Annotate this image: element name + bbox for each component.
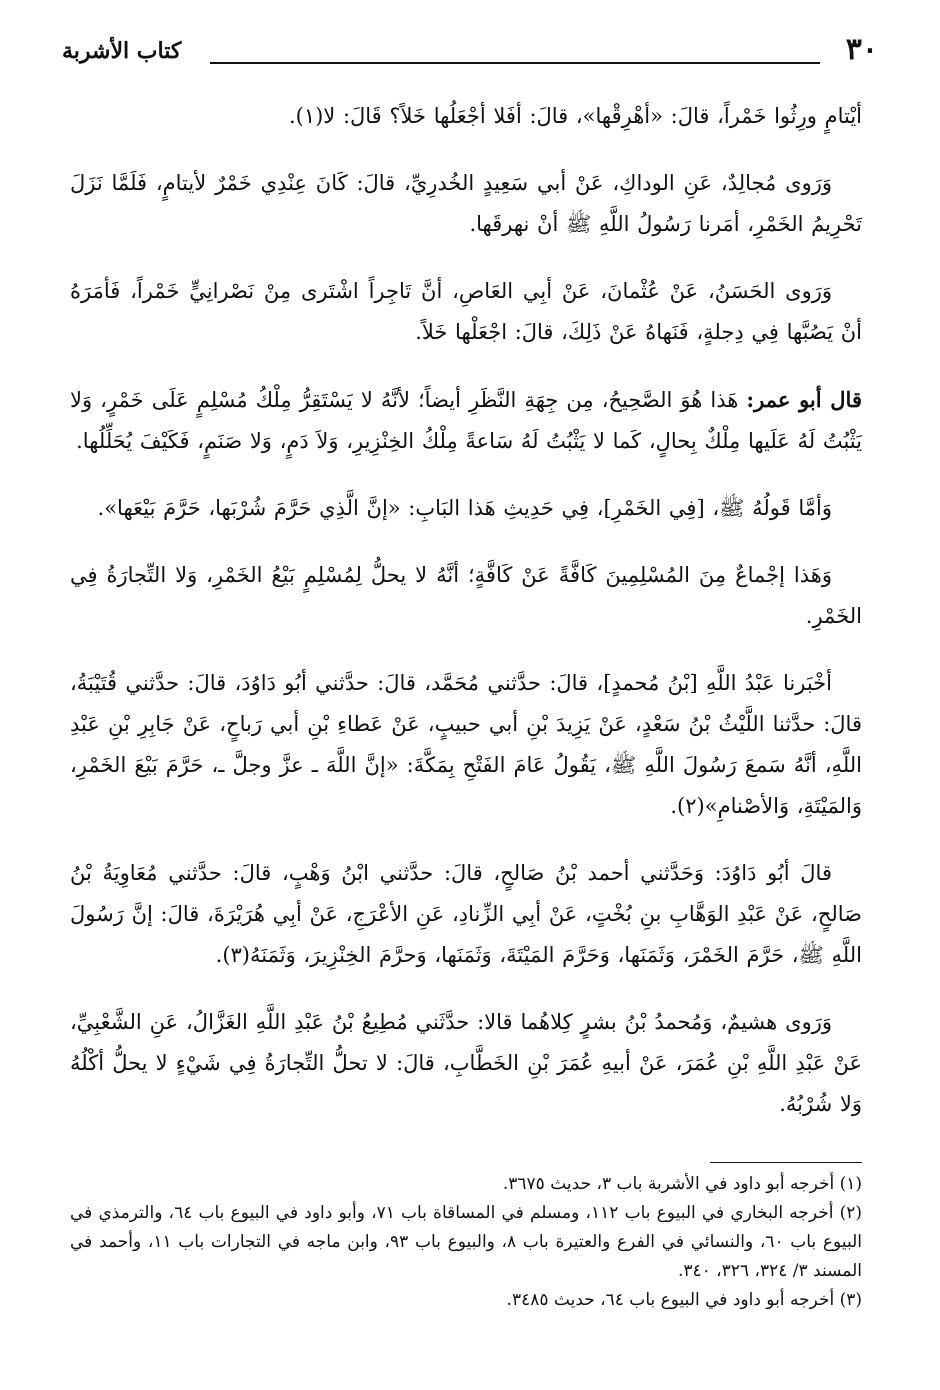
paragraph: أخْبَرنا عَبْدُ اللَّهِ [بْنُ مُحمدٍ]، قالَ: حدَّثني مُحَمَّد، قالَ: حدَّثني أبُو دَاوُدَ، قالَ: حدَّثني قُتَيْبَةُ، قالَ: حدَّثنا اللَّيْثُ بْنُ سَعْدٍ، عَنْ يَزِيدَ بْنِ أبي حبيبٍ، عَنْ عَطاءِ بْنِ أبي رَباحٍ، عَنْ جَابِرِ بْنِ عَبْدِ اللَّهِ، أنَّهُ سَمعَ رَسُولَ اللَّهِ ﷺ، يَقُولُ عَامَ الفَتْحِ بِمَكَّةَ: «إنَّ اللَّهَ ـ عزَّ وجلَّ ـ، حَرَّمَ بَيْعَ الخَمْرِ، وَالمَيْتَةِ، وَالأصْنامِ»(٢).	[70, 671, 862, 818]
paragraph: وَرَوى هشيمٌ، وَمُحمدُ بْنُ بشرٍ كِلاهُما قالا: حدَّثَني مُطِيعُ بْنُ عَبْدِ اللَّهِ الغَزَّالُ، عَنِ الشَّعْبِيِّ، عَنْ عَبْدِ اللَّهِ بْنِ عُمَرَ، عَنْ أبيهِ عُمَرَ بْنِ الخَطَّابِ، قالَ: لا تحلُّ التِّجارَةُ فِي شَيْءٍ لا يحلُّ أكْلُهُ وَلا شُرْبُهُ.	[70, 1010, 862, 1116]
paragraph: وَأمَّا قَولُهُ ﷺ، [فِي الخَمْرِ]، فِي حَدِيثِ هَذا البَابِ: «إنَّ الَّذِي حَرَّمَ شُرْبَها، حَرَّمَ بَيْعَها».	[97, 496, 832, 520]
footnote-rule	[710, 1162, 862, 1163]
running-header	[62, 30, 878, 70]
speaker-label: قال أبو عمر:	[746, 387, 862, 412]
paragraph: وَرَوى مُجالِدٌ، عَنِ الوداكِ، عَنْ أبي سَعِيدٍ الخُدرِيِّ، قالَ: كَانَ عِنْدِي خَمْرٌ لأيتامٍ، فَلَمَّا نَزَلَ تَحْرِيمُ الخَمْرِ، أمَرنا رَسُولُ اللَّهِ ﷺ أنْ نهرقَها.	[70, 171, 862, 236]
footnote: (١) أخرجه أبو داود في الأشربة باب ٣، حديث ٣٦٧٥.	[502, 1174, 862, 1194]
paragraph: قال أبو عمر: هَذا هُوَ الصَّحِيحُ، مِن جِهَةِ النَّظَرِ أيضاً؛ لأنَّهُ لا يَسْتَقِرُّ مِلْكُ مُسْلِمٍ عَلَى خَمْرٍ، وَلا يَثْبُتُ لَهُ عَلَيها مِلْكٌ بِحالٍ، كَما لا يَثْبُتُ لَهُ سَاعةً مِلْكُ الخِنْزِيرِ، وَلاَ دَمٍ، وَلا صَنَمٍ، فَكَيْفَ يُحَلِّلُها.	[70, 387, 862, 453]
paragraph: وَرَوى الحَسَنُ، عَنْ عُثْمانَ، عَنْ أبِي العَاصِ، أنَّ تَاجِراً اشْتَرى مِنْ نَصْرانِيٍّ خَمْراً، فَأمَرَهُ أنْ يَصُبَّها فِي دِجلةٍ، فَنَهاهُ عَنْ ذَلِكَ، قالَ: اجْعَلْها خَلاً.	[70, 279, 862, 344]
header-rule	[210, 62, 820, 64]
footnote: (٣) أخرجه أبو داود في البيوع باب ٦٤، حديث ٣٤٨٥.	[506, 1290, 862, 1310]
paragraph: أيْتامٍ ورِثُوا خَمْراً، قالَ: «أهْرِقْها»، قالَ: أفَلا أجْعَلُها خَلاً؟ قَالَ: لا(١).	[288, 104, 862, 128]
main-text	[70, 96, 862, 1151]
footnote: (٢) أخرجه البخاري في البيوع باب ١١٢، ومسلم في المساقاة باب ٧١، وأبو داود في البيوع باب ٦٤، والترمذي في البيوع باب ٦٠، والنسائي في الفرع والعتيرة باب ٨، والبيوع باب ٩٣، وابن ماجه في التجارات باب ١١، وأحمد في المسند ٣/ ٣٢٤، ٣٢٦، ٣٤٠.	[70, 1203, 862, 1281]
footnotes	[70, 1170, 862, 1315]
page-number: ٣٠	[845, 32, 878, 67]
paragraph: قالَ أبُو دَاوُدَ: وَحَدَّثني أحمد بْنُ صَالحٍ، قالَ: حدَّثني ابْنُ وَهْبٍ، قالَ: حدَّثني مُعَاوِيَةُ بْنُ صَالحٍ، عَنْ عَبْدِ الوَهَّابِ بنِ بُخْتٍ، عَنْ أبِي الزِّنادِ، عَنِ الأعْرَجِ، عَنْ أبِي هُرَيْرَةَ، قالَ: إنَّ رَسُولَ اللَّهِ ﷺ، حَرَّمَ الخَمْرَ، وَثَمَنَها، وَحَرَّمَ المَيْتَةَ، وَثَمَنَها، وَحرَّمَ الخِنْزِيرَ، وَثَمَنَهُ(٣).	[70, 861, 862, 967]
book-title: كتاب الأشربة	[62, 38, 182, 64]
paragraph: وَهَذا إجْماعٌ مِنَ المُسْلِمِينَ كَافَّةً عَنْ كَافَّةٍ؛ أنَّهُ لا يحلُّ لِمُسْلِمٍ بَيْعُ الخَمْرِ، وَلا التِّجارَةُ فِي الخَمْرِ.	[70, 563, 862, 628]
